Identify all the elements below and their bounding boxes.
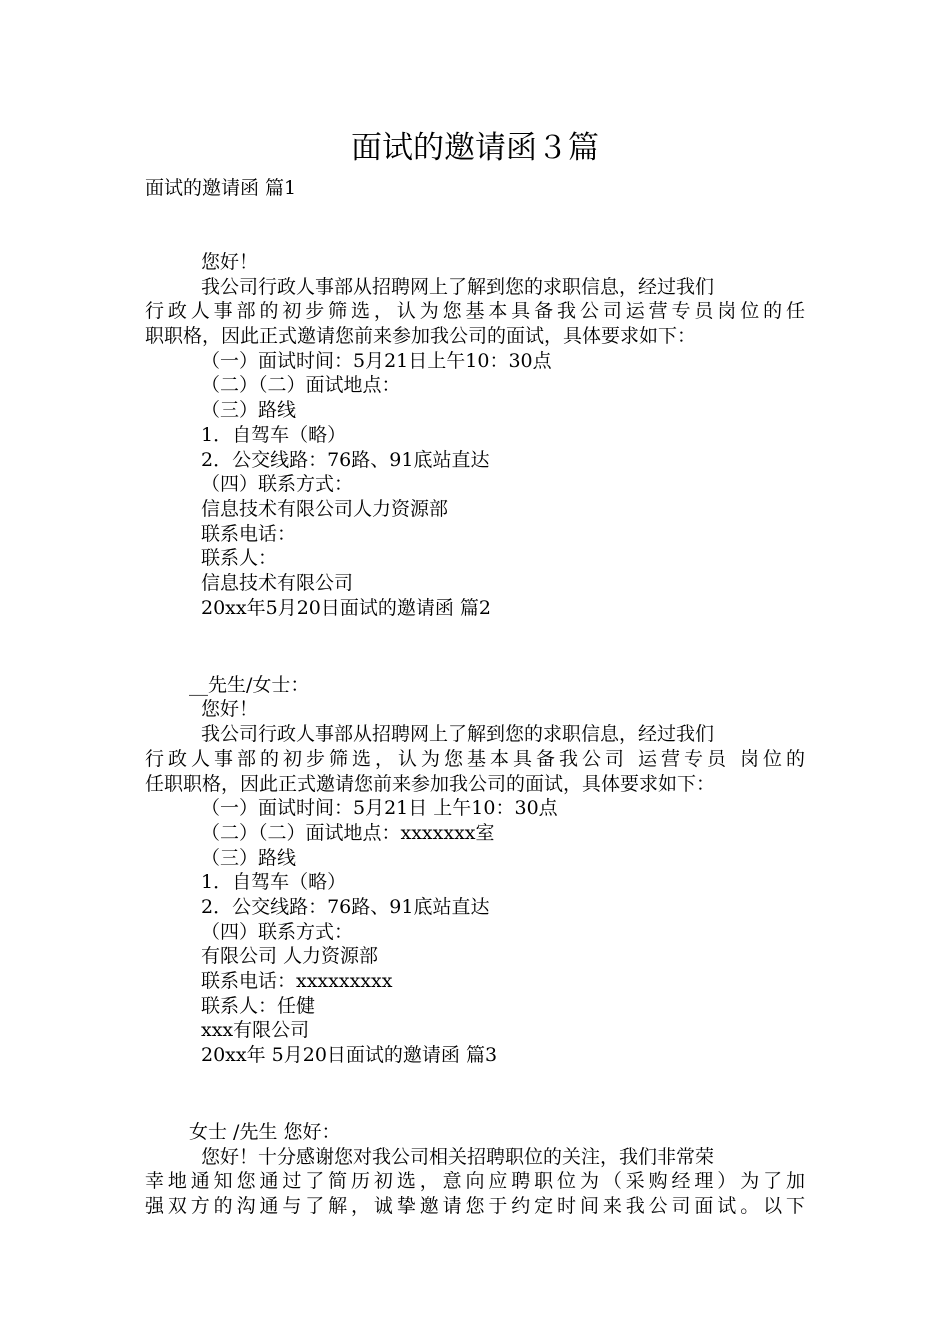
paragraph-line: 2．公交线路：76路、91底站直达 [201,449,490,471]
paragraph-line: 1．自驾车（略） [201,871,347,893]
paragraph-line: （四）联系方式： [201,473,354,495]
paragraph-line: xxx有限公司 [201,1019,310,1041]
paragraph-line: 我公司行政人事部从招聘网上了解到您的求职信息，经过我们 [201,723,715,745]
paragraph-line: 联系电话： [201,523,297,545]
paragraph-line: 您好！十分感谢您对我公司相关招聘职位的关注，我们非常荣 [201,1146,715,1168]
document-title: 面试的邀请函３篇 [351,130,599,166]
section-heading-1: 面试的邀请函 篇1 [145,177,297,199]
paragraph-line: 信息技术有限公司 [201,572,354,594]
paragraph-line: 20xx年 5月20日面试的邀请函 篇3 [201,1044,498,1066]
paragraph-line: （二）（二）面试地点： [201,374,401,396]
paragraph-line: （三）路线 [201,847,297,869]
paragraph-line: 职职格，因此正式邀请您前来参加我公司的面试，具体要求如下： [145,325,697,347]
paragraph-line: 有限公司 人力资源部 [201,945,379,967]
paragraph-line: 联系电话：xxxxxxxxx [201,970,393,992]
paragraph-line: 行政人事部的初步筛选，认为您基本具备我公司运营专员岗位的任 [145,300,805,322]
paragraph-line: __先生/女士： [189,674,310,696]
paragraph-line: 联系人： [201,547,278,569]
paragraph-line: 2．公交线路：76路、91底站直达 [201,896,490,918]
paragraph-line: 联系人：任健 [201,995,316,1017]
paragraph-line: 您好！ [201,251,259,273]
paragraph-line: （四）联系方式： [201,921,354,943]
paragraph-line: 行政人事部的初步筛选，认为您基本具备我公司 运营专员 岗位的 [145,748,805,770]
paragraph-line: （一）面试时间：5月21日 上午10：30点 [201,797,558,819]
paragraph-line: 20xx年5月20日面试的邀请函 篇2 [201,597,492,619]
paragraph-line: 女士 /先生 您好： [189,1121,341,1143]
paragraph-line: 信息技术有限公司人力资源部 [201,498,449,520]
paragraph-line: （一）面试时间：5月21日上午10：30点 [201,350,552,372]
paragraph-line: （三）路线 [201,399,297,421]
paragraph-line: （二）（二）面试地点：xxxxxxx室 [201,822,495,844]
paragraph-line: 1．自驾车（略） [201,424,347,446]
paragraph-line: 任职职格，因此正式邀请您前来参加我公司的面试，具体要求如下： [145,773,716,795]
paragraph-line: 我公司行政人事部从招聘网上了解到您的求职信息，经过我们 [201,276,715,298]
paragraph-line: 幸地通知您通过了简历初选，意向应聘职位为（采购经理）为了加 [145,1170,805,1192]
paragraph-line: 您好！ [201,698,259,720]
paragraph-line: 强双方的沟通与了解，诚挚邀请您于约定时间来我公司面试。以下 [145,1195,805,1217]
